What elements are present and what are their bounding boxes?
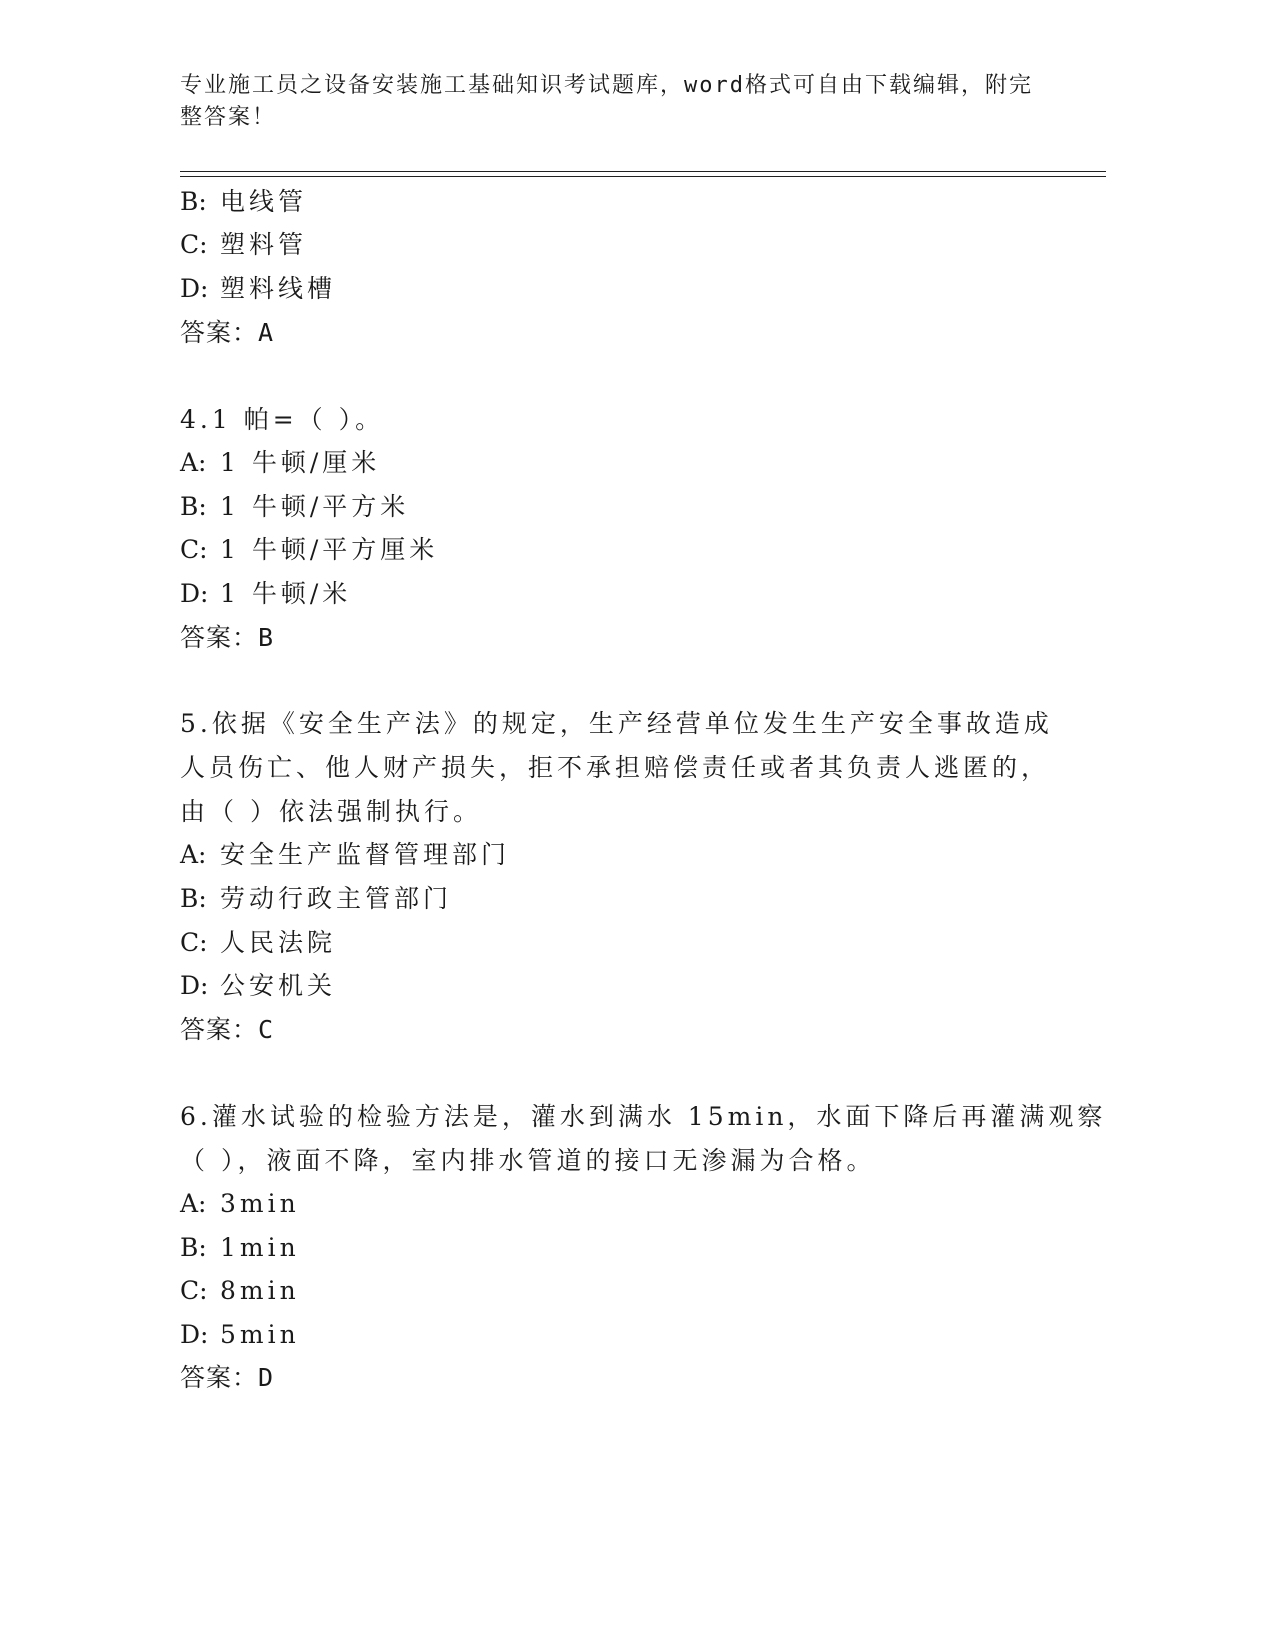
header-line-2: 整答案！ [180,105,277,130]
option-text: 塑料管 [220,230,308,259]
option-label: A: [180,448,207,477]
option-label: B: [180,492,207,521]
q6-option-a [180,1188,300,1220]
option-label: B: [180,187,207,216]
option-label: B: [180,884,207,913]
q4-option-b [180,491,409,523]
q4-option-c [180,534,438,566]
document-header [180,70,1040,134]
option-text: 3min [220,1189,300,1218]
option-text: 公安机关 [220,971,337,1000]
q4-option-a [180,447,380,479]
header-rule-bottom [180,176,1106,177]
option-label: D: [180,971,209,1000]
option-text: 安全生产监督管理部门 [220,840,511,869]
option-text: 人民法院 [220,928,337,957]
option-text: 电线管 [220,187,308,216]
option-text: 1 牛顿/米 [220,579,352,608]
option-label: C: [180,535,208,564]
q3-answer: 答案：A [180,318,275,347]
option-label: D: [180,579,209,608]
q4-stem: 4.1 帕=（ ）。 [180,405,385,434]
option-label: C: [180,230,208,259]
q3-option-c [180,229,307,261]
option-text: 8min [220,1276,300,1305]
q6-answer: 答案：D [180,1363,275,1392]
q5-option-c [180,927,336,959]
option-text: 1min [220,1233,300,1262]
option-text: 1 牛顿/平方厘米 [220,535,439,564]
option-label: D: [180,274,209,303]
option-label: D: [180,1320,209,1349]
q5-option-b [180,883,452,915]
option-label: A: [180,1189,207,1218]
header-line-1: 专业施工员之设备安装施工基础知识考试题库，word格式可自由下载编辑，附完 [180,73,1033,98]
q3-option-b [180,186,307,218]
q5-option-d [180,970,336,1002]
q6-option-c [180,1275,300,1307]
q6-stem-line-2: （ ），液面不降，室内排水管道的接口无渗漏为合格。 [180,1146,876,1175]
q6-option-d [180,1319,300,1351]
option-text: 5min [220,1320,300,1349]
q3-option-d [180,273,336,305]
option-text: 1 牛顿/平方米 [220,492,410,521]
header-rule-top [180,171,1106,172]
q6-stem-line-1: 6.灌水试验的检验方法是，灌水到满水 15min，水面下降后再灌满观察 [180,1102,1107,1131]
q5-option-a [180,839,510,871]
option-label: A: [180,840,207,869]
option-text: 塑料线槽 [220,274,337,303]
q5-stem-line-2: 人员伤亡、他人财产损失，拒不承担赔偿责任或者其负责人逃匿的， [180,753,1051,782]
q4-answer: 答案：B [180,623,275,652]
q5-stem-line-1: 5.依据《安全生产法》的规定，生产经营单位发生生产安全事故造成 [180,709,1053,738]
option-label: B: [180,1233,207,1262]
q4-option-d [180,578,351,610]
q5-stem-line-3: 由（ ）依法强制执行。 [180,797,482,826]
option-text: 1 牛顿/厘米 [220,448,381,477]
option-label: C: [180,1276,208,1305]
q6-option-b [180,1232,300,1264]
option-text: 劳动行政主管部门 [220,884,453,913]
q5-answer: 答案：C [180,1015,275,1044]
option-label: C: [180,928,208,957]
